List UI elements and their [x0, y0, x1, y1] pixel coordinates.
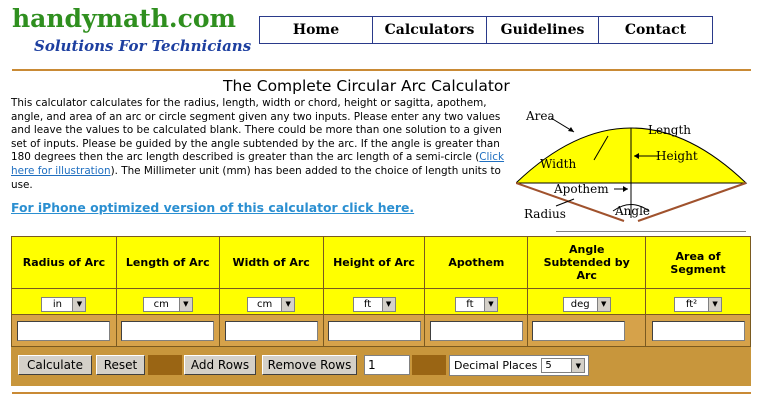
label-radius: Radius [524, 207, 566, 221]
height-input[interactable] [328, 321, 421, 341]
nav-contact[interactable]: Contact [624, 22, 687, 38]
description [11, 97, 517, 192]
unit-select-apothem[interactable]: ft ▼ [455, 297, 498, 312]
nav-calculators[interactable]: Calculators [373, 17, 487, 43]
site-tagline: Solutions For Technicians [34, 37, 252, 55]
toolbar-spacer [412, 355, 446, 375]
chevron-down-icon: ▼ [382, 298, 395, 311]
description-tail: ). The Millimeter unit (mm) has been added to the choice of length units to use. [11, 164, 501, 191]
label-height: Height [656, 149, 698, 163]
area-input[interactable] [652, 321, 745, 341]
apothem-input[interactable] [430, 321, 523, 341]
col-header-length: Length of Arc [116, 237, 219, 289]
add-rows-button[interactable]: Add Rows [184, 355, 256, 375]
chevron-down-icon: ▼ [484, 298, 497, 311]
calculator-panel [11, 236, 751, 386]
col-header-width: Width of Arc [219, 237, 323, 289]
calculator-table [11, 236, 751, 347]
illustration-link[interactable]: Click here for illustration [11, 151, 505, 177]
top-divider [12, 69, 751, 71]
width-input[interactable] [225, 321, 318, 341]
radius-input[interactable] [17, 321, 110, 341]
remove-rows-button[interactable]: Remove Rows [262, 355, 357, 375]
unit-select-area[interactable]: ft² ▼ [674, 297, 722, 312]
col-header-area: Area of Segment [646, 237, 751, 289]
radius-line-right [638, 183, 746, 221]
calculator-toolbar [11, 350, 751, 380]
col-header-height: Height of Arc [323, 237, 425, 289]
nav-home[interactable]: Home [260, 17, 373, 43]
top-nav [259, 16, 713, 44]
page-title: The Complete Circular Arc Calculator [223, 77, 510, 95]
label-apothem: Apothem [554, 182, 609, 196]
chevron-down-icon: ▼ [571, 359, 584, 372]
unit-select-height[interactable]: ft ▼ [353, 297, 396, 312]
col-header-angle: Angle Subtended by Arc [528, 237, 646, 289]
label-area: Area [526, 109, 555, 123]
rows-count-input[interactable]: 1 [364, 355, 410, 375]
chevron-down-icon: ▼ [708, 298, 721, 311]
chevron-down-icon: ▼ [597, 298, 610, 311]
iphone-version-link[interactable]: For iPhone optimized version of this calculator click here. [11, 200, 415, 215]
label-length: Length [648, 123, 692, 137]
col-header-apothem: Apothem [425, 237, 528, 289]
decimal-places-select[interactable]: 5 ▼ [541, 358, 585, 373]
angle-input[interactable] [532, 321, 625, 341]
area-arrowhead [568, 127, 574, 132]
unit-select-width[interactable]: cm ▼ [247, 297, 295, 312]
decimal-places-box [449, 355, 589, 376]
chevron-down-icon: ▼ [72, 298, 85, 311]
bottom-divider [12, 392, 751, 394]
unit-select-length[interactable]: cm ▼ [143, 297, 193, 312]
calculate-button[interactable]: Calculate [18, 355, 92, 375]
unit-select-angle[interactable]: deg ▼ [563, 297, 611, 312]
nav-guidelines[interactable]: Guidelines [487, 17, 599, 43]
label-width: Width [540, 157, 577, 171]
label-angle: Angle [615, 204, 651, 218]
chevron-down-icon: ▼ [281, 298, 294, 311]
toolbar-spacer [148, 355, 182, 375]
length-input[interactable] [121, 321, 214, 341]
apothem-arrowhead [623, 186, 628, 192]
unit-select-radius[interactable]: in ▼ [41, 297, 86, 312]
col-header-radius: Radius of Arc [12, 237, 117, 289]
description-text: This calculator calculates for the radius, length, width or chord, height or sagitta, apothem, angle, and area of an arc or circle segment given any two inputs. Please enter any two values and leave the values to be calculated blank. There could be more than one solution to a given set of inputs. Please be guided by the angle subtended by the arc. If the angle is greater than 180 degrees then the arc length described is greater than the arc length of a semi-circle ( [11, 97, 502, 164]
site-logo[interactable]: handymath.com [12, 4, 236, 33]
decimal-places-label: Decimal Places [454, 359, 538, 372]
chevron-down-icon: ▼ [179, 298, 192, 311]
reset-button[interactable]: Reset [96, 355, 145, 375]
arc-diagram [516, 98, 756, 232]
